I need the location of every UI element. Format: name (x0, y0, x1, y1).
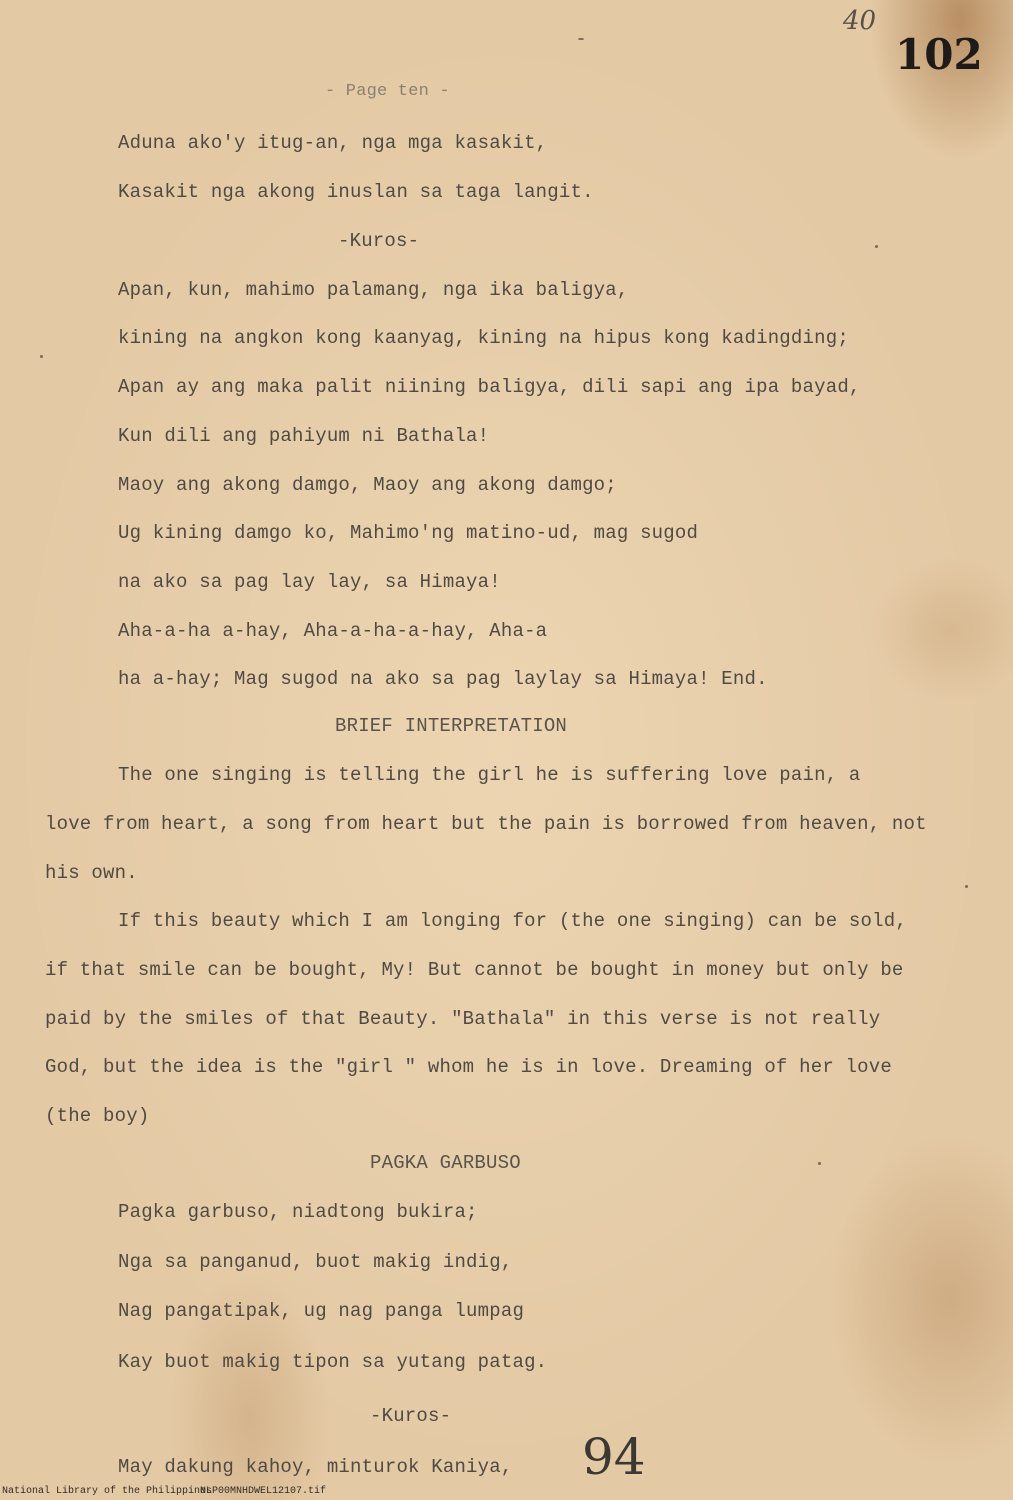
handwritten-page-number-top: 40 (843, 6, 877, 36)
interpretation-line: The one singing is telling the girl he is suffering love pain, a (118, 764, 861, 786)
song-line: ha a-hay; Mag sugod na ako sa pag laylay sa Himaya! End. (118, 668, 768, 690)
paper-speck (40, 355, 43, 358)
song2-line: Nag pangatipak, ug nag panga lumpag (118, 1300, 525, 1322)
song2-title: PAGKA GARBUSO (370, 1152, 521, 1174)
song-line: na ako sa pag lay lay, sa Himaya! (118, 571, 501, 593)
interpretation-line: If this beauty which I am longing for (the one singing) can be sold, (118, 910, 907, 932)
song-line: Kun dili ang pahiyum ni Bathala! (118, 425, 490, 447)
song-line: Apan ay ang maka palit niining baligya, dili sapi ang ipa bayad, (118, 376, 861, 398)
footer-library-name: National Library of the Philippines (2, 1486, 213, 1497)
chorus-label: -Kuros- (338, 230, 420, 252)
song-line: Ug kining damgo ko, Mahimo'ng matino-ud, mag sugod (118, 522, 699, 544)
interpretation-line: love from heart, a song from heart but the pain is borrowed from heaven, not (45, 813, 927, 835)
song-line: Kasakit nga akong inuslan sa taga langit. (118, 181, 594, 203)
song-line: Maoy ang akong damgo, Maoy ang akong damgo; (118, 474, 617, 496)
interpretation-line: paid by the smiles of that Beauty. "Bathala" in this verse is not really (45, 1008, 881, 1030)
interpretation-line: God, but the idea is the "girl " whom he is in love. Dreaming of her love (45, 1056, 892, 1078)
song2-line: Pagka garbuso, niadtong bukira; (118, 1201, 478, 1223)
handwritten-page-number-bottom: 94 (582, 1428, 646, 1486)
interpretation-line: (the boy) (45, 1105, 150, 1127)
footer-file-name: NLP00MNHDWEL12107.tif (200, 1486, 327, 1497)
paper-speck (818, 1162, 821, 1165)
paper-speck (875, 245, 878, 248)
song2-line: May dakung kahoy, minturok Kaniya, (118, 1456, 513, 1478)
song-line: kining na angkon kong kaanyag, kining na hipus kong kadingding; (118, 327, 849, 349)
page-label: - Page ten - (325, 82, 450, 101)
song-line: Aduna ako'y itug-an, nga mga kasakit, (118, 132, 548, 154)
interpretation-title: BRIEF INTERPRETATION (335, 715, 568, 737)
interpretation-line: his own. (45, 862, 138, 884)
handwritten-page-number-corner: 102 (895, 30, 983, 79)
paper-speck (965, 885, 968, 888)
song2-line: Kay buot makig tipon sa yutang patag. (118, 1351, 548, 1373)
song2-line: Nga sa panganud, buot makig indig, (118, 1251, 513, 1273)
paper-speck (578, 38, 584, 40)
song-line: Apan, kun, mahimo palamang, nga ika baligya, (118, 279, 629, 301)
song-line: Aha-a-ha a-hay, Aha-a-ha-a-hay, Aha-a (118, 620, 548, 642)
chorus-label: -Kuros- (370, 1405, 452, 1427)
interpretation-line: if that smile can be bought, My! But cannot be bought in money but only be (45, 959, 904, 981)
